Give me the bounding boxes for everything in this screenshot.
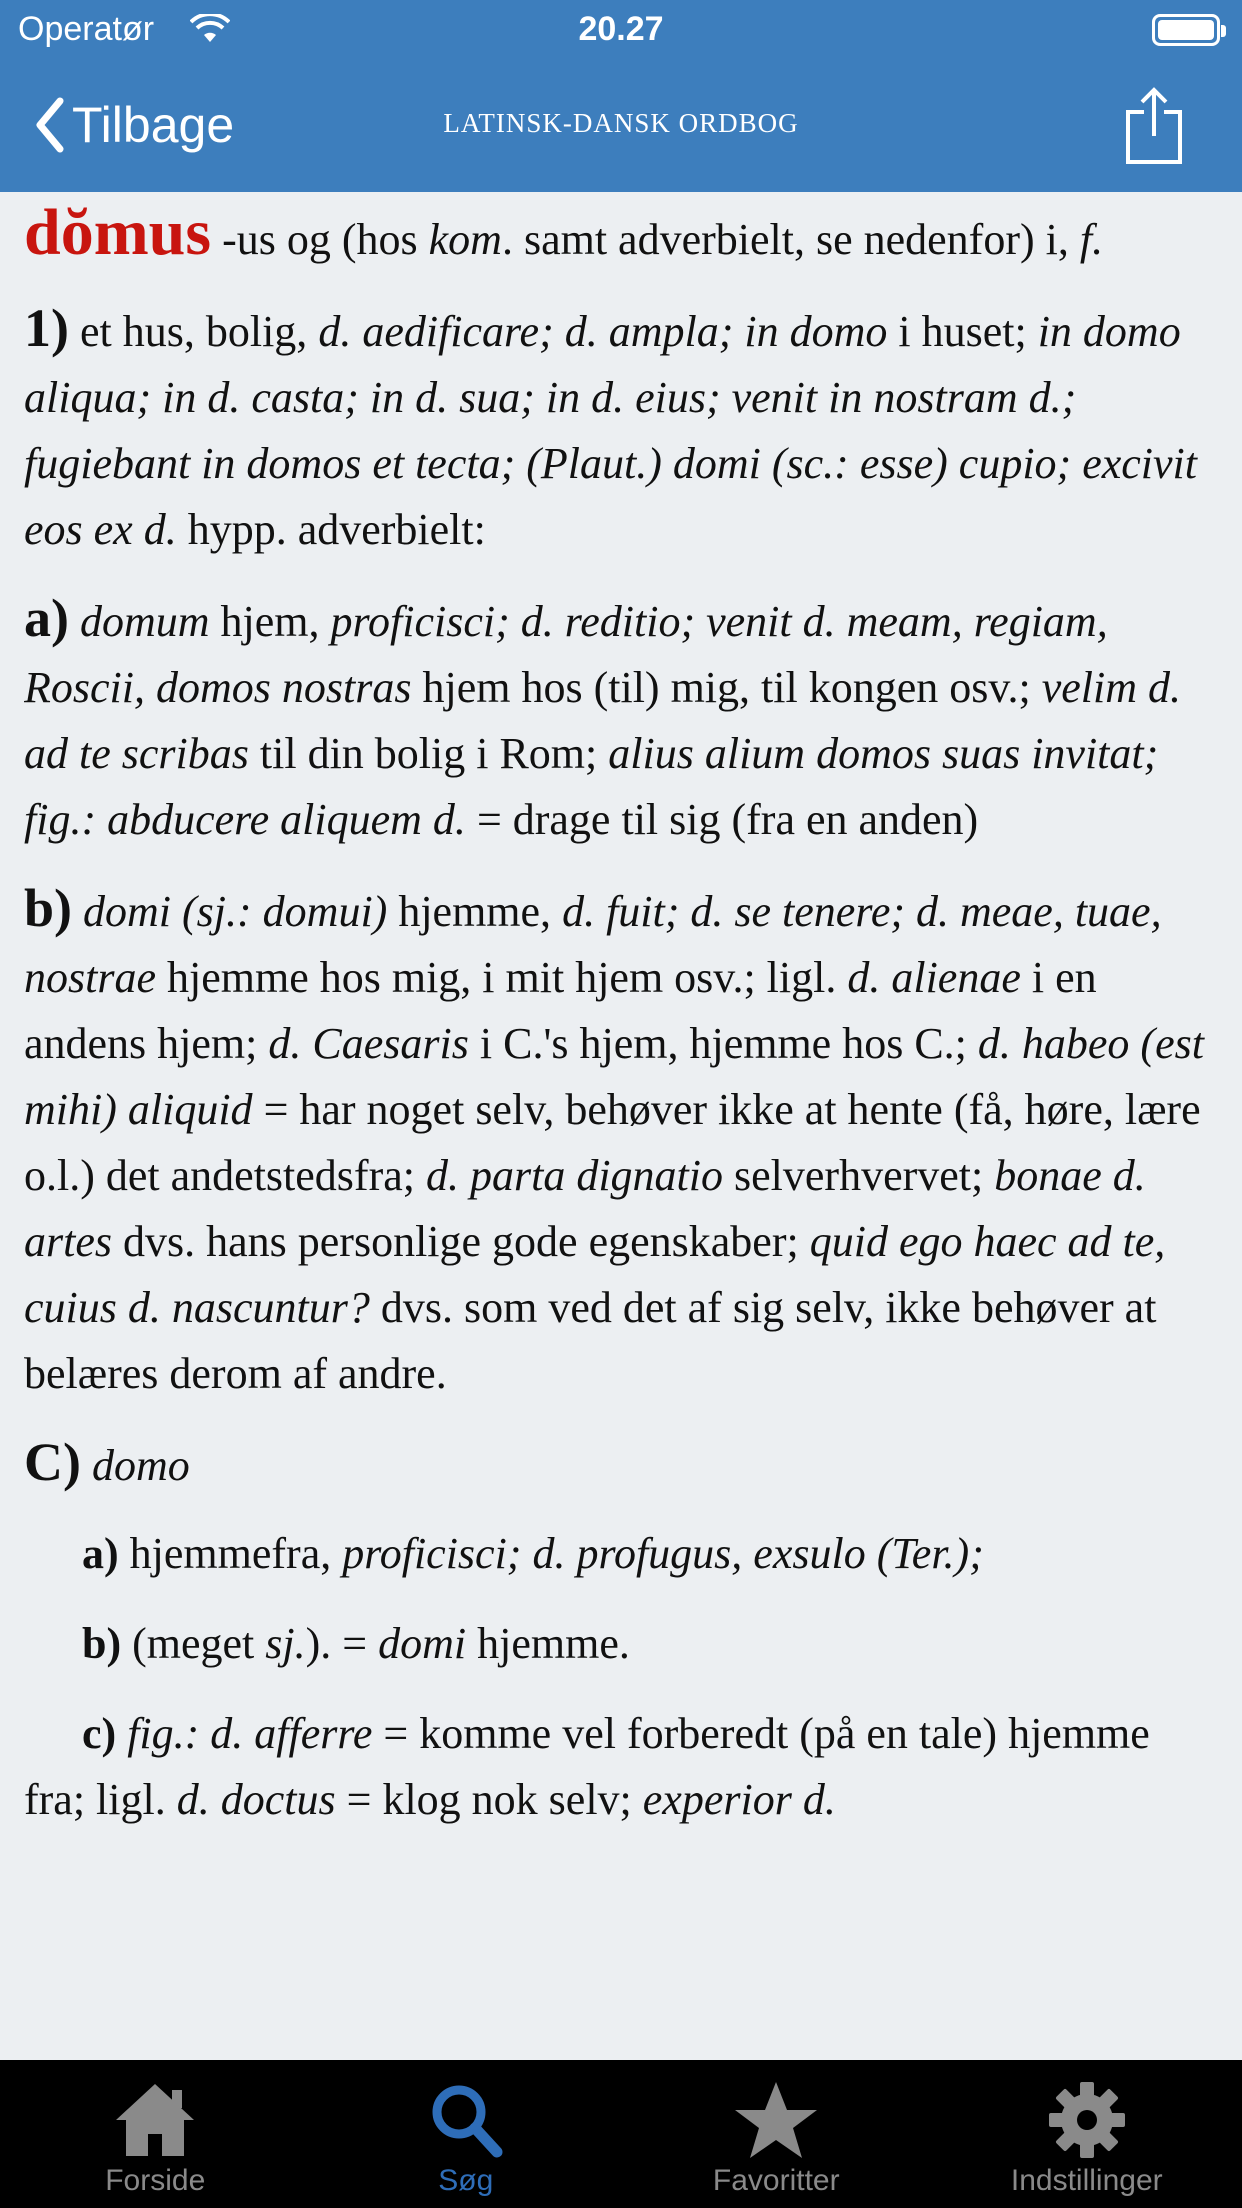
status-time: 20.27 xyxy=(578,10,664,48)
entry-text: = komme vel forberedt (på en tale) hjemme fra; ligl. xyxy=(24,1709,1150,1824)
entry-text xyxy=(116,1709,127,1758)
entry-text-italic: domi xyxy=(378,1619,467,1668)
back-label: Tilbage xyxy=(72,97,235,153)
entry-text-italic: d. alienae xyxy=(847,953,1021,1002)
tab-label: Favoritter xyxy=(712,2164,840,2197)
entry-text: hjemme. xyxy=(466,1619,630,1668)
sense-number: C) xyxy=(24,1432,81,1492)
entry-text: hjemme hos mig, i mit hjem osv.; ligl. xyxy=(156,953,848,1002)
entry-text: dvs. som ved det af sig selv, ikke behøver at belæres derom af andre. xyxy=(24,1283,1157,1398)
entry-text xyxy=(72,887,83,936)
sense-cc xyxy=(24,1701,1220,1833)
entry-text-italic: kom xyxy=(428,215,502,264)
entry-text-italic: d. parta dignatio xyxy=(425,1151,724,1200)
navigation-bar xyxy=(0,62,1242,192)
tab-bar xyxy=(0,2060,1242,2208)
entry-text-italic: d. aedificare; d. ampla; in domo xyxy=(318,307,888,356)
entry-text: ). = xyxy=(305,1619,379,1668)
gear-icon xyxy=(1042,2080,1132,2160)
entry-text-italic: quid ego haec ad te, cuius d. nascuntur? xyxy=(24,1217,1166,1332)
top-bar xyxy=(0,0,1242,192)
entry-text-italic: domum xyxy=(79,597,210,646)
entry-text: hjemmefra, xyxy=(118,1529,343,1578)
entry-text-italic: proficisci; d. reditio; venit d. meam, regiam, Roscii, domos nostras xyxy=(24,597,1108,712)
share-icon xyxy=(1124,86,1184,166)
entry-text-italic: d. habeo (est mihi) aliquid xyxy=(24,1019,1204,1134)
tab-sog[interactable] xyxy=(311,2060,622,2208)
sense-cb xyxy=(24,1611,1220,1677)
entry-text: hjemme, xyxy=(387,887,563,936)
entry-text: i huset; xyxy=(887,307,1038,356)
home-icon xyxy=(110,2080,200,2160)
entry-text-italic: experior d. xyxy=(642,1775,836,1824)
entry-text-italic: f. xyxy=(1079,215,1104,264)
entry-text: et hus, bolig, xyxy=(68,307,319,356)
entry-text: = klog nok selv; xyxy=(335,1775,643,1824)
entry-text: hypp. adverbielt: xyxy=(176,505,486,554)
tab-label: Søg xyxy=(438,2164,494,2197)
entry-text: = har noget selv, behøver ikke at hente (få, høre, lære o.l.) det andetstedsfra; xyxy=(24,1085,1201,1200)
entry-text-italic: domo xyxy=(91,1441,190,1490)
tab-forside[interactable] xyxy=(0,2060,311,2208)
tab-label: Indstillinger xyxy=(1010,2164,1163,2197)
dictionary-entry xyxy=(24,200,1220,2060)
sense-ca xyxy=(24,1521,1220,1587)
entry-text: . samt adverbielt, se nedenfor) i, xyxy=(501,215,1080,264)
search-icon xyxy=(421,2080,511,2160)
entry-text-italic: d. Caesaris xyxy=(268,1019,469,1068)
entry-text-italic: velim d. ad te scribas xyxy=(24,663,1182,778)
tab-favoritter[interactable] xyxy=(621,2060,932,2208)
entry-text: i C.'s hjem, hjemme hos C.; xyxy=(468,1019,978,1068)
page-title: LATINSK-DANSK ORDBOG xyxy=(443,108,799,138)
sense-1a xyxy=(24,585,1220,853)
sense-1 xyxy=(24,295,1220,563)
sense-number: c) xyxy=(82,1709,117,1758)
tab-label: Forside xyxy=(105,2164,206,2197)
entry-text-italic: d. fuit; d. se tenere; d. meae, tuae, nostrae xyxy=(24,887,1162,1002)
entry-text-italic: domi (sj.: domui) xyxy=(83,887,388,936)
entry-text: -us og (hos xyxy=(211,215,429,264)
entry-text xyxy=(69,597,80,646)
battery-icon xyxy=(1152,14,1220,46)
entry-text: hjem hos (til) mig, til kongen osv.; xyxy=(411,663,1042,712)
entry-text: selverhvervet; xyxy=(723,1151,995,1200)
sense-number: b) xyxy=(24,878,73,938)
entry-text: (meget xyxy=(121,1619,266,1668)
entry-text: hjem, xyxy=(209,597,331,646)
entry-text: = drage til sig (fra en anden) xyxy=(465,795,979,844)
entry-text-italic: sj. xyxy=(265,1619,306,1668)
entry-text-italic: d. doctus xyxy=(176,1775,336,1824)
entry-text-italic: bonae d. artes xyxy=(24,1151,1146,1266)
sense-number: a) xyxy=(82,1529,119,1578)
entry-text-italic: in domo aliqua; in d. casta; in d. sua; in d. eius; venit in nostram d.; fugiebant in domos et tecta; (Plaut.) domi (sc.: esse) cupio; excivit eos ex d. xyxy=(24,307,1197,554)
entry-text xyxy=(81,1441,92,1490)
sense-number: a) xyxy=(24,588,69,648)
sense-number: 1) xyxy=(24,298,69,358)
entry-text-italic: proficisci; d. profugus, exsulo (Ter.); xyxy=(342,1529,984,1578)
sense-number: b) xyxy=(82,1619,122,1668)
entry-text: til din bolig i Rom; xyxy=(248,729,609,778)
entry-intro xyxy=(24,200,1220,273)
status-bar xyxy=(0,0,1242,62)
sense-1b xyxy=(24,875,1220,1407)
entry-text: dvs. hans personlige gode egenskaber; xyxy=(112,1217,810,1266)
entry-text-italic: alius alium domos suas invitat; fig.: abducere aliquem d. xyxy=(24,729,1159,844)
entry-text-italic: fig.: d. afferre xyxy=(127,1709,373,1758)
tab-indstillinger[interactable] xyxy=(932,2060,1242,2208)
star-icon xyxy=(731,2080,821,2160)
carrier-label: Operatør xyxy=(18,10,155,48)
share-button[interactable] xyxy=(1124,86,1184,166)
headword: dŏmus xyxy=(24,200,212,269)
entry-text: i en andens hjem; xyxy=(24,953,1097,1068)
sense-c xyxy=(24,1429,1220,1499)
